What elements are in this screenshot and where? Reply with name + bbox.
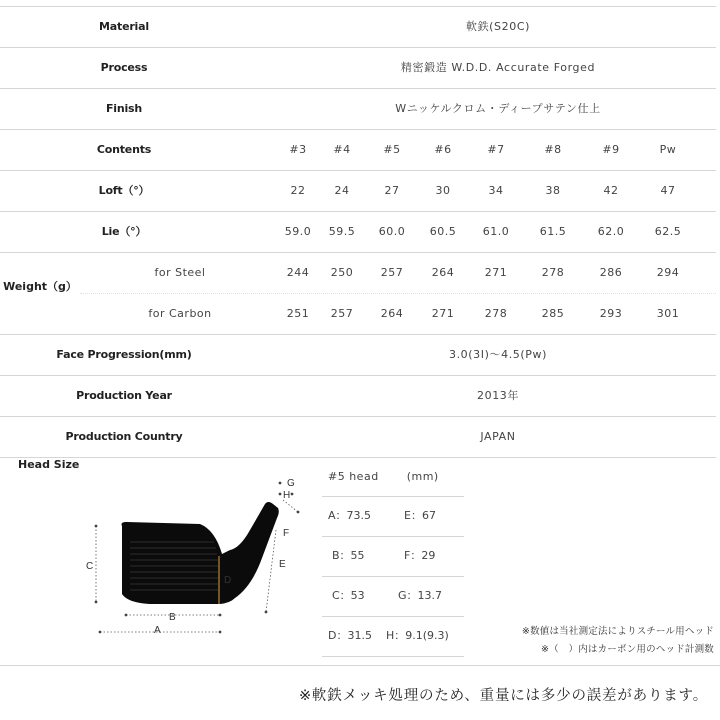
finish-label: Finish xyxy=(105,102,143,115)
finish-value: Wニッケルクロム・ディープサテン仕上 xyxy=(395,102,601,115)
production-country-value: JAPAN xyxy=(480,430,516,443)
contents-cell: #6 xyxy=(434,143,452,156)
row-face-progression xyxy=(0,335,716,376)
contents-cell: #7 xyxy=(487,143,505,156)
label-d: D xyxy=(224,575,232,586)
process-label: Process xyxy=(100,61,148,74)
weight-steel-cell: 271 xyxy=(484,266,508,279)
dim-value: A：73.5 xyxy=(328,509,372,522)
weight-carbon-cell: 264 xyxy=(380,307,404,320)
production-year-label: Production Year xyxy=(76,389,172,402)
row-production-country xyxy=(0,417,716,458)
face-progression-value: 3.0(3I)〜4.5(Pw) xyxy=(448,348,548,361)
row-weight-steel xyxy=(80,253,716,294)
loft-cell: 27 xyxy=(384,184,400,197)
material-value: 軟鉄(S20C) xyxy=(465,20,531,33)
weight-steel-label: for Steel xyxy=(154,266,206,279)
loft-label: Loft（°） xyxy=(98,184,150,197)
lie-cell: 61.0 xyxy=(482,225,510,238)
lie-cell: 60.0 xyxy=(378,225,406,238)
row-contents xyxy=(0,130,716,171)
row-loft xyxy=(0,171,716,212)
loft-cell: 47 xyxy=(660,184,676,197)
dim-value: G：13.7 xyxy=(398,589,443,602)
dims-header-head: #5 head xyxy=(328,470,379,483)
row-weight-carbon xyxy=(0,294,716,335)
note-line-2: ※（ ）内はカーボン用のヘッド計測数 xyxy=(540,644,714,655)
loft-cell: 42 xyxy=(603,184,619,197)
face-progression-label: Face Progression(mm) xyxy=(56,348,192,361)
production-year-value: 2013年 xyxy=(477,389,519,402)
lie-cell: 62.0 xyxy=(597,225,625,238)
spec-table xyxy=(0,6,716,458)
row-lie xyxy=(0,212,716,253)
weight-carbon-cell: 251 xyxy=(286,307,310,320)
dim-value: F：29 xyxy=(404,549,436,562)
dim-value: H：9.1(9.3) xyxy=(386,629,449,642)
contents-cell: #3 xyxy=(289,143,307,156)
loft-cell: 38 xyxy=(545,184,561,197)
label-f: F xyxy=(283,528,290,539)
weight-carbon-cell: 271 xyxy=(431,307,455,320)
contents-cell: Pw xyxy=(659,143,677,156)
contents-label: Contents xyxy=(96,143,152,156)
process-value: 精密鍛造 W.D.D. Accurate Forged xyxy=(400,61,596,74)
weight-steel-cell: 264 xyxy=(431,266,455,279)
label-e: E xyxy=(279,559,286,570)
dims-header-unit: (mm) xyxy=(406,470,439,483)
row-process xyxy=(0,48,716,89)
head-dimensions xyxy=(322,462,464,657)
weight-carbon-cell: 257 xyxy=(330,307,354,320)
weight-steel-cell: 244 xyxy=(286,266,310,279)
weight-steel-cell: 278 xyxy=(541,266,565,279)
note-line-1: ※数値は当社測定法によりスチール用ヘッド xyxy=(521,626,714,637)
dims-header xyxy=(322,462,464,497)
footer-note: ※軟鉄メッキ処理のため、重量には多少の誤差があります。 xyxy=(298,688,708,704)
material-label: Material xyxy=(99,20,149,33)
dims-row xyxy=(322,537,464,577)
weight-carbon-cell: 285 xyxy=(541,307,565,320)
dims-row xyxy=(322,577,464,617)
dim-value: C：53 xyxy=(332,589,365,602)
weight-label: Weight（g） xyxy=(3,279,77,293)
dims-row xyxy=(322,497,464,537)
row-production-year xyxy=(0,376,716,417)
label-h: H xyxy=(283,490,291,501)
lie-cell: 62.5 xyxy=(654,225,682,238)
iron-head-diagram xyxy=(80,470,320,640)
dim-value: D：31.5 xyxy=(328,629,372,642)
lie-label: Lie（°） xyxy=(101,225,147,238)
weight-steel-cell: 286 xyxy=(599,266,623,279)
loft-cell: 24 xyxy=(334,184,350,197)
label-c: C xyxy=(86,561,94,572)
lie-cell: 59.5 xyxy=(328,225,356,238)
weight-carbon-cell: 278 xyxy=(484,307,508,320)
label-a: A xyxy=(154,625,161,636)
bottom-divider xyxy=(0,665,720,666)
weight-steel-cell: 250 xyxy=(330,266,354,279)
loft-cell: 22 xyxy=(290,184,306,197)
contents-cell: #4 xyxy=(333,143,351,156)
contents-cell: #9 xyxy=(602,143,620,156)
contents-cell: #5 xyxy=(383,143,401,156)
dims-row xyxy=(322,617,464,657)
club-head-shape xyxy=(122,502,279,604)
dim-value: B：55 xyxy=(332,549,365,562)
dim-value: E：67 xyxy=(404,509,436,522)
weight-carbon-label: for Carbon xyxy=(148,307,212,320)
loft-cell: 30 xyxy=(435,184,451,197)
label-b: B xyxy=(169,612,176,623)
contents-cell: #8 xyxy=(544,143,562,156)
weight-steel-cell: 294 xyxy=(656,266,680,279)
weight-carbon-cell: 301 xyxy=(656,307,680,320)
row-finish xyxy=(0,89,716,130)
lie-cell: 60.5 xyxy=(429,225,457,238)
row-material xyxy=(0,6,716,48)
weight-steel-cell: 257 xyxy=(380,266,404,279)
production-country-label: Production Country xyxy=(65,430,183,443)
lie-cell: 59.0 xyxy=(284,225,312,238)
weight-carbon-cell: 293 xyxy=(599,307,623,320)
head-size-title: Head Size xyxy=(18,458,80,471)
label-g: G xyxy=(287,478,295,489)
loft-cell: 34 xyxy=(488,184,504,197)
lie-cell: 61.5 xyxy=(539,225,567,238)
